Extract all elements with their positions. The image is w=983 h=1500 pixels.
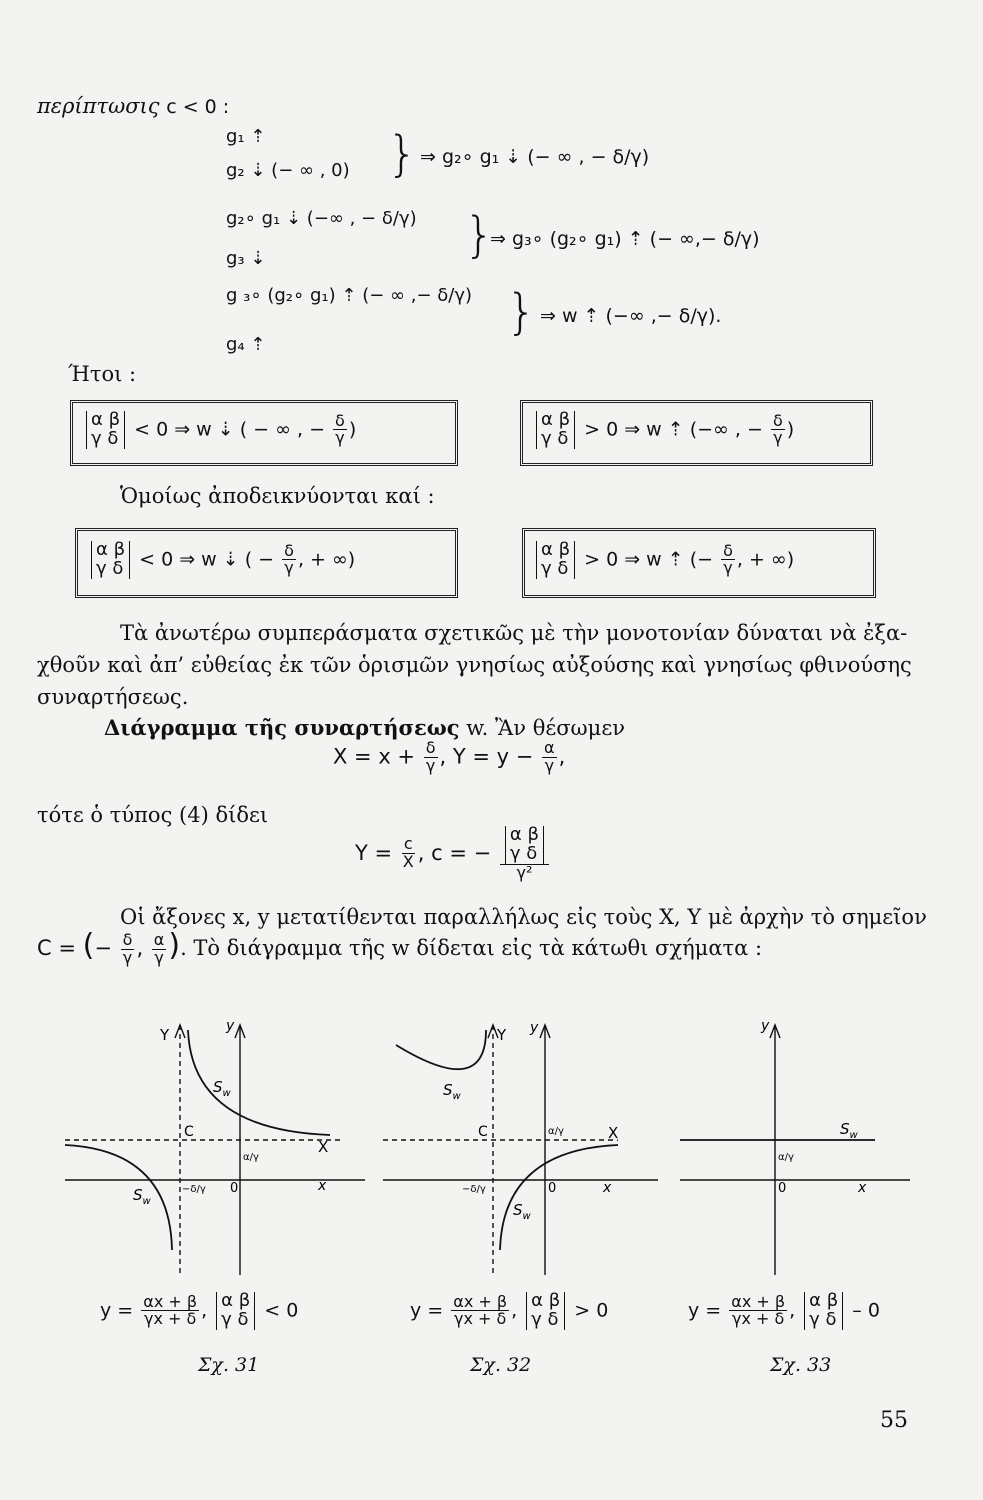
label-y: y xyxy=(761,1018,770,1034)
label-C: C xyxy=(478,1124,488,1140)
label-Sw-lower: $S_w$ xyxy=(513,1201,531,1222)
chain-r2-l2: g₃ ⇣ xyxy=(226,248,266,269)
label-origin: 0 xyxy=(230,1181,239,1196)
similarly-text: Ὁμοίως ἀποδεικνύονται καί : xyxy=(120,484,435,508)
figure-31-formula: y = $\frac{\alpha x + \beta}{\gamma x + \delta}$ , α β γ δ < 0 xyxy=(100,1290,299,1330)
chain-r1-result: ⇒ g₂∘ g₁ ⇣ (− ∞ , − δ/γ) xyxy=(420,146,650,168)
result-box-2: α β γ δ > 0 ⇒ w ⇡ (−∞ , − $\frac{\delta}{\gamma}$ ) xyxy=(520,400,873,466)
brace: } xyxy=(387,126,418,182)
diagram-heading: Διάγραμμα τῆς συναρτήσεως w. Ἂν θέσωμεν xyxy=(104,715,625,740)
label-delta-gamma: −δ/γ xyxy=(462,1184,486,1195)
chain-r3-l2: g₄ ⇡ xyxy=(226,334,266,355)
figure-33-formula: y = $\frac{\alpha x + \beta}{\gamma x + \delta}$ , α β γ δ – 0 xyxy=(688,1290,880,1330)
label-Sw-lower: $S_w$ xyxy=(133,1186,151,1207)
determinant: α β γ δ xyxy=(536,411,575,449)
label-alpha-gamma: α/γ xyxy=(243,1152,259,1163)
determinant: α β γ δ xyxy=(536,541,575,579)
substitution-equation: X = x + $\frac{\delta}{\gamma}$ , Y = y − $\frac{\alpha}{\gamma}$ , xyxy=(333,738,566,775)
figure-33-caption: Σχ. 33 xyxy=(770,1354,832,1376)
label-x: x xyxy=(318,1178,327,1194)
label-Sw-upper: $S_w$ xyxy=(443,1081,461,1102)
figure-32-formula: y = $\frac{\alpha x + \beta}{\gamma x + \delta}$ , α β γ δ > 0 xyxy=(410,1290,609,1330)
paragraph-1-line-1: Τὰ ἀνωτέρω συμπεράσματα σχετικῶς μὲ τὴν μονοτονίαν δύναται νὰ ἐξα- xyxy=(120,621,908,645)
chain-r1-l1: g₁ ⇡ xyxy=(226,126,266,147)
chain-r3-l1: g ₃∘ (g₂∘ g₁) ⇡ (− ∞ ,− δ/γ) xyxy=(226,285,473,306)
brace: } xyxy=(464,207,495,263)
paragraph-2-line-2: C = (− $\frac{\delta}{\gamma}$ , $\frac{\alpha}{\gamma}$ ). Τὸ διάγραμμα τῆς w δίδεται εἰς τὰ κάτωθι σχήματα : xyxy=(37,928,763,967)
label-X: X xyxy=(318,1138,329,1156)
hyperbola-branch-lower xyxy=(500,1145,618,1250)
label-Sw-upper: $S_w$ xyxy=(213,1078,231,1099)
paragraph-2-line-1: Οἱ ἄξονες x, y μετατίθενται παραλλήλως εἰς τοὺς X, Y μὲ ἀρχὴν τὸ σημεῖον xyxy=(120,905,927,929)
figure-32-caption: Σχ. 32 xyxy=(470,1354,532,1376)
label-Sw: $S_w$ xyxy=(840,1120,858,1141)
label-y: y xyxy=(226,1018,235,1034)
determinant: α β γ δ xyxy=(91,541,130,579)
figure-31 xyxy=(60,1010,370,1280)
label-X: X xyxy=(608,1124,619,1142)
label-x: x xyxy=(603,1180,612,1196)
tote-text: τότε ὁ τύπος (4) δίδει xyxy=(37,803,269,827)
label-C: C xyxy=(184,1124,194,1140)
label-origin: 0 xyxy=(778,1181,787,1196)
paragraph-1-line-2: χθοῦν καὶ ἀπ’ εὐθείας ἐκ τῶν ὁρισμῶν γνησίως αὐξούσης καὶ γνησίως φθινούσης xyxy=(37,653,912,677)
page-number: 55 xyxy=(880,1408,908,1433)
label-y: y xyxy=(530,1020,539,1036)
hyperbola-branch-upper xyxy=(188,1030,330,1135)
label-delta-gamma: −δ/γ xyxy=(182,1184,206,1195)
label-Y: Y xyxy=(497,1026,507,1044)
hyperbola-branch-lower xyxy=(65,1145,172,1250)
label-alpha-gamma: α/γ xyxy=(778,1152,794,1163)
chain-r1-l2: g₂ ⇣ (− ∞ , 0) xyxy=(226,160,350,181)
determinant: α β γ δ xyxy=(86,411,125,449)
hyperbola-branch-upper xyxy=(396,1030,486,1069)
result-box-1: α β γ δ < 0 ⇒ w ⇣ ( − ∞ , − $\frac{\delta}{\gamma}$ ) xyxy=(70,400,458,466)
chain-r2-l1: g₂∘ g₁ ⇣ (−∞ , − δ/γ) xyxy=(226,208,417,229)
label-origin: 0 xyxy=(548,1181,557,1196)
figure-32 xyxy=(378,1010,663,1280)
case-heading: περίπτωσις c < 0 : xyxy=(37,94,230,118)
chain-r2-result: ⇒ g₃∘ (g₂∘ g₁) ⇡ (− ∞,− δ/γ) xyxy=(490,228,760,250)
label-Y: Y xyxy=(160,1026,170,1044)
figure-31-caption: Σχ. 31 xyxy=(198,1354,260,1376)
label-alpha-gamma: α/γ xyxy=(548,1126,564,1137)
brace: } xyxy=(506,284,537,340)
label-x: x xyxy=(858,1180,867,1196)
itoi-label: Ήτοι : xyxy=(68,362,137,386)
result-box-4: α β γ δ > 0 ⇒ w ⇡ (− $\frac{\delta}{\gamma}$ , + ∞) xyxy=(522,528,876,598)
result-box-3: α β γ δ < 0 ⇒ w ⇣ ( − $\frac{\delta}{\gamma}$ , + ∞) xyxy=(75,528,458,598)
figure-33 xyxy=(675,1010,915,1280)
hyperbola-equation: Y = $\frac{c}{X}$ , c = − α β γ δ γ² xyxy=(355,826,551,882)
chain-r3-result: ⇒ w ⇡ (−∞ ,− δ/γ). xyxy=(540,305,722,327)
paragraph-1-line-3: συναρτήσεως. xyxy=(37,685,189,709)
